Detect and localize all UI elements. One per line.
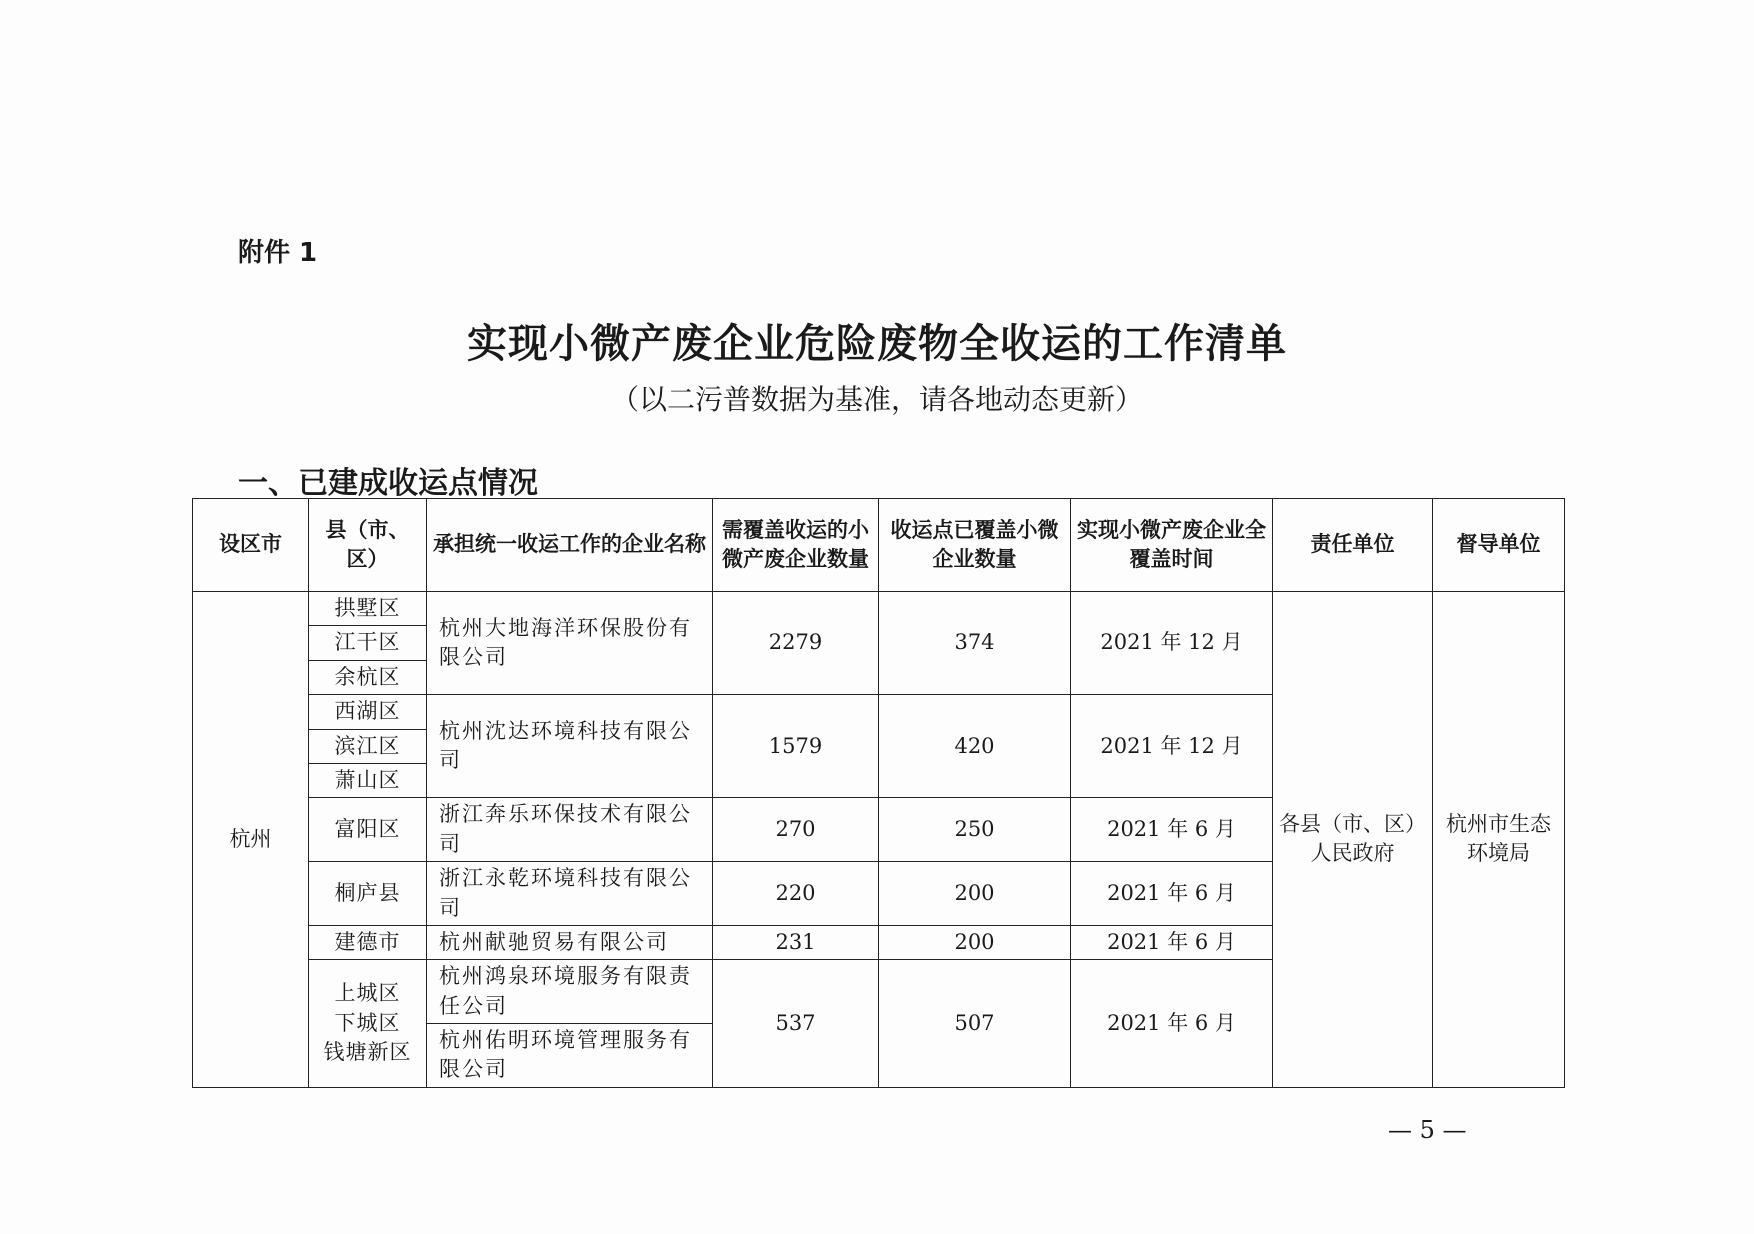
county-line: 上城区 xyxy=(334,981,401,1006)
need-count-cell: 1579 xyxy=(713,695,879,798)
table-header-row xyxy=(193,499,1565,592)
page-title: 实现小微产废企业危险废物全收运的工作清单 xyxy=(467,321,1287,367)
county-cell: 富阳区 xyxy=(309,798,427,862)
responsible-unit-cell: 各县（市、区）人民政府 xyxy=(1273,592,1433,1088)
col-header-county: 县（市、区） xyxy=(309,499,427,592)
county-cell: 西湖区 xyxy=(309,695,427,729)
covered-count-cell: 200 xyxy=(879,925,1071,959)
supervisor-unit-cell: 杭州市生态环境局 xyxy=(1433,592,1565,1088)
col-header-responsible: 责任单位 xyxy=(1273,499,1433,592)
covered-count-cell: 250 xyxy=(879,798,1071,862)
county-cell: 江干区 xyxy=(309,626,427,660)
covered-count-cell: 507 xyxy=(879,960,1071,1088)
need-count-cell: 270 xyxy=(713,798,879,862)
covered-count-cell: 420 xyxy=(879,695,1071,798)
covered-count-cell: 200 xyxy=(879,862,1071,926)
coverage-time-cell: 2021 年 6 月 xyxy=(1071,862,1273,926)
coverage-time-cell: 2021 年 6 月 xyxy=(1071,960,1273,1088)
company-cell: 杭州大地海洋环保股份有限公司 xyxy=(427,592,713,695)
company-cell: 浙江奔乐环保技术有限公司 xyxy=(427,798,713,862)
col-header-time: 实现小微产废企业全覆盖时间 xyxy=(1071,499,1273,592)
page-subtitle: （以二污普数据为基准，请各地动态更新） xyxy=(610,383,1143,416)
attachment-label: 附件 1 xyxy=(238,238,318,268)
company-cell: 杭州佑明环境管理服务有限公司 xyxy=(427,1024,713,1088)
need-count-cell: 220 xyxy=(713,862,879,926)
county-cell: 建德市 xyxy=(309,925,427,959)
work-list-table xyxy=(192,498,1565,1088)
county-cell-multi xyxy=(309,960,427,1088)
coverage-time-cell: 2021 年 6 月 xyxy=(1071,925,1273,959)
col-header-city: 设区市 xyxy=(193,499,309,592)
county-cell: 萧山区 xyxy=(309,763,427,797)
county-line: 下城区 xyxy=(334,1010,401,1035)
section-heading: 一、已建成收运点情况 xyxy=(238,466,538,501)
county-cell: 桐庐县 xyxy=(309,862,427,926)
covered-count-cell: 374 xyxy=(879,592,1071,695)
coverage-time-cell: 2021 年 6 月 xyxy=(1071,798,1273,862)
company-cell: 杭州献驰贸易有限公司 xyxy=(427,925,713,959)
col-header-covered: 收运点已覆盖小微企业数量 xyxy=(879,499,1071,592)
col-header-supervisor: 督导单位 xyxy=(1433,499,1565,592)
county-cell: 拱墅区 xyxy=(309,592,427,626)
need-count-cell: 231 xyxy=(713,925,879,959)
col-header-need: 需覆盖收运的小微产废企业数量 xyxy=(713,499,879,592)
page-number: — 5 — xyxy=(1388,1116,1467,1144)
county-cell: 滨江区 xyxy=(309,729,427,763)
need-count-cell: 2279 xyxy=(713,592,879,695)
city-cell: 杭州 xyxy=(193,592,309,1088)
coverage-time-cell: 2021 年 12 月 xyxy=(1071,592,1273,695)
company-cell: 浙江永乾环境科技有限公司 xyxy=(427,862,713,926)
need-count-cell: 537 xyxy=(713,960,879,1088)
col-header-company: 承担统一收运工作的企业名称 xyxy=(427,499,713,592)
company-cell: 杭州鸿泉环境服务有限责任公司 xyxy=(427,960,713,1024)
county-line: 钱塘新区 xyxy=(323,1040,412,1065)
county-cell: 余杭区 xyxy=(309,660,427,694)
company-cell: 杭州沈达环境科技有限公司 xyxy=(427,695,713,798)
coverage-time-cell: 2021 年 12 月 xyxy=(1071,695,1273,798)
table-row xyxy=(193,592,1565,626)
